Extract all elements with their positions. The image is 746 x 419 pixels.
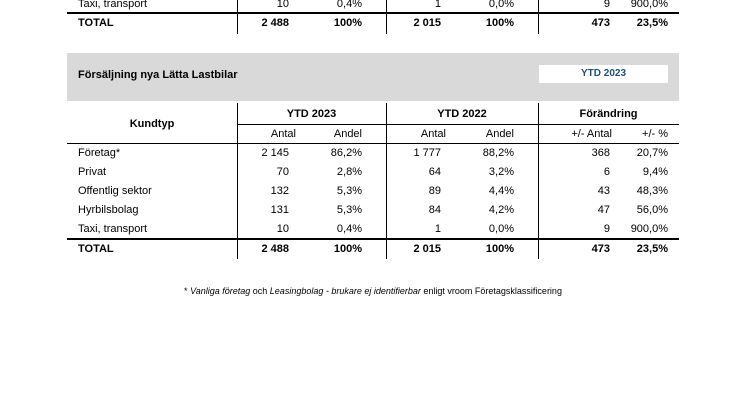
subheader-andel-2022: Andel xyxy=(485,128,514,140)
row-label: Privat xyxy=(78,166,107,178)
footnote-rest: enligt vroom Företagsklassificering xyxy=(420,286,562,296)
antal-2023: 131 xyxy=(270,204,289,216)
col-divider xyxy=(386,103,387,259)
period-badge: YTD 2023 xyxy=(539,65,668,83)
total-diff-pct: 23,5% xyxy=(636,17,668,29)
diff-pct: 56,0% xyxy=(636,204,668,216)
diff-antal: 47 xyxy=(597,204,610,216)
antal-2023: 132 xyxy=(270,185,289,197)
andel-2023: 2,8% xyxy=(336,166,362,178)
col-divider xyxy=(386,0,387,34)
antal-2022: 84 xyxy=(428,204,441,216)
total-diff-antal: 473 xyxy=(591,17,610,29)
antal-2023: 10 xyxy=(276,0,289,10)
andel-2023: 0,4% xyxy=(336,0,362,10)
total-divider xyxy=(67,238,679,240)
header-bottom-rule xyxy=(67,143,679,144)
andel-2022: 88,2% xyxy=(482,147,514,159)
antal-2022: 1 777 xyxy=(413,147,441,159)
andel-2022: 3,2% xyxy=(488,166,514,178)
andel-2022: 4,2% xyxy=(488,204,514,216)
col-divider xyxy=(538,103,539,259)
diff-antal: 43 xyxy=(597,185,610,197)
header-kundtyp: Kundtyp xyxy=(129,118,175,130)
section-title: Försäljning nya Lätta Lastbilar xyxy=(78,69,238,81)
andel-2022: 0,0% xyxy=(488,223,514,235)
antal-2023: 10 xyxy=(276,223,289,235)
diff-pct: 48,3% xyxy=(636,185,668,197)
col-divider xyxy=(237,0,238,34)
col-divider xyxy=(237,103,238,259)
subheader-diff-antal: +/- Antal xyxy=(571,128,612,140)
header-ytd-2022: YTD 2022 xyxy=(437,108,487,120)
row-label: Företag* xyxy=(78,147,121,159)
andel-2022: 4,4% xyxy=(488,185,514,197)
row-label: Taxi, transport xyxy=(78,0,148,10)
row-label: Taxi, transport xyxy=(78,223,148,235)
andel-2023: 5,3% xyxy=(336,185,362,197)
total-antal-2023: 2 488 xyxy=(261,17,289,29)
total-divider xyxy=(67,12,679,14)
antal-2022: 89 xyxy=(428,185,441,197)
total-diff-antal: 473 xyxy=(591,243,610,255)
total-antal-2022: 2 015 xyxy=(413,243,441,255)
diff-antal: 9 xyxy=(603,223,610,235)
total-label: TOTAL xyxy=(78,243,114,255)
andel-2022: 0,0% xyxy=(488,0,514,10)
andel-2023: 86,2% xyxy=(330,147,362,159)
total-antal-2022: 2 015 xyxy=(413,17,441,29)
antal-2023: 2 145 xyxy=(261,147,289,159)
total-andel-2023: 100% xyxy=(333,243,362,255)
diff-antal: 368 xyxy=(591,147,610,159)
header-forandring: Förändring xyxy=(579,108,638,120)
row-label: Offentlig sektor xyxy=(78,185,152,197)
andel-2023: 5,3% xyxy=(336,204,362,216)
antal-2023: 70 xyxy=(276,166,289,178)
footnote-part2: Leasingbolag - brukare ej identifierbar xyxy=(269,286,421,296)
subheader-andel-2023: Andel xyxy=(333,128,362,140)
antal-2022: 1 xyxy=(434,0,441,10)
diff-pct: 20,7% xyxy=(636,147,668,159)
diff-antal: 9 xyxy=(603,0,610,10)
antal-2022: 1 xyxy=(434,223,441,235)
subheader-antal-2022: Antal xyxy=(420,128,446,140)
total-andel-2023: 100% xyxy=(333,17,362,29)
andel-2023: 0,4% xyxy=(336,223,362,235)
diff-pct: 900,0% xyxy=(630,223,668,235)
header-divider xyxy=(237,124,679,125)
subheader-diff-pct: +/- % xyxy=(642,128,668,140)
diff-antal: 6 xyxy=(603,166,610,178)
total-label: TOTAL xyxy=(78,17,114,29)
col-divider xyxy=(538,0,539,34)
total-andel-2022: 100% xyxy=(485,17,514,29)
diff-pct: 900,0% xyxy=(630,0,668,10)
footnote-part1: Vanliga företag xyxy=(190,286,251,296)
footnote-star: * xyxy=(184,286,191,296)
total-diff-pct: 23,5% xyxy=(636,243,668,255)
total-antal-2023: 2 488 xyxy=(261,243,289,255)
row-label: Hyrbilsbolag xyxy=(78,204,139,216)
footnote xyxy=(0,286,746,296)
total-andel-2022: 100% xyxy=(485,243,514,255)
diff-pct: 9,4% xyxy=(642,166,668,178)
header-ytd-2023: YTD 2023 xyxy=(286,108,337,120)
antal-2022: 64 xyxy=(428,166,441,178)
footnote-och: och xyxy=(250,286,270,296)
subheader-antal-2023: Antal xyxy=(270,128,296,140)
